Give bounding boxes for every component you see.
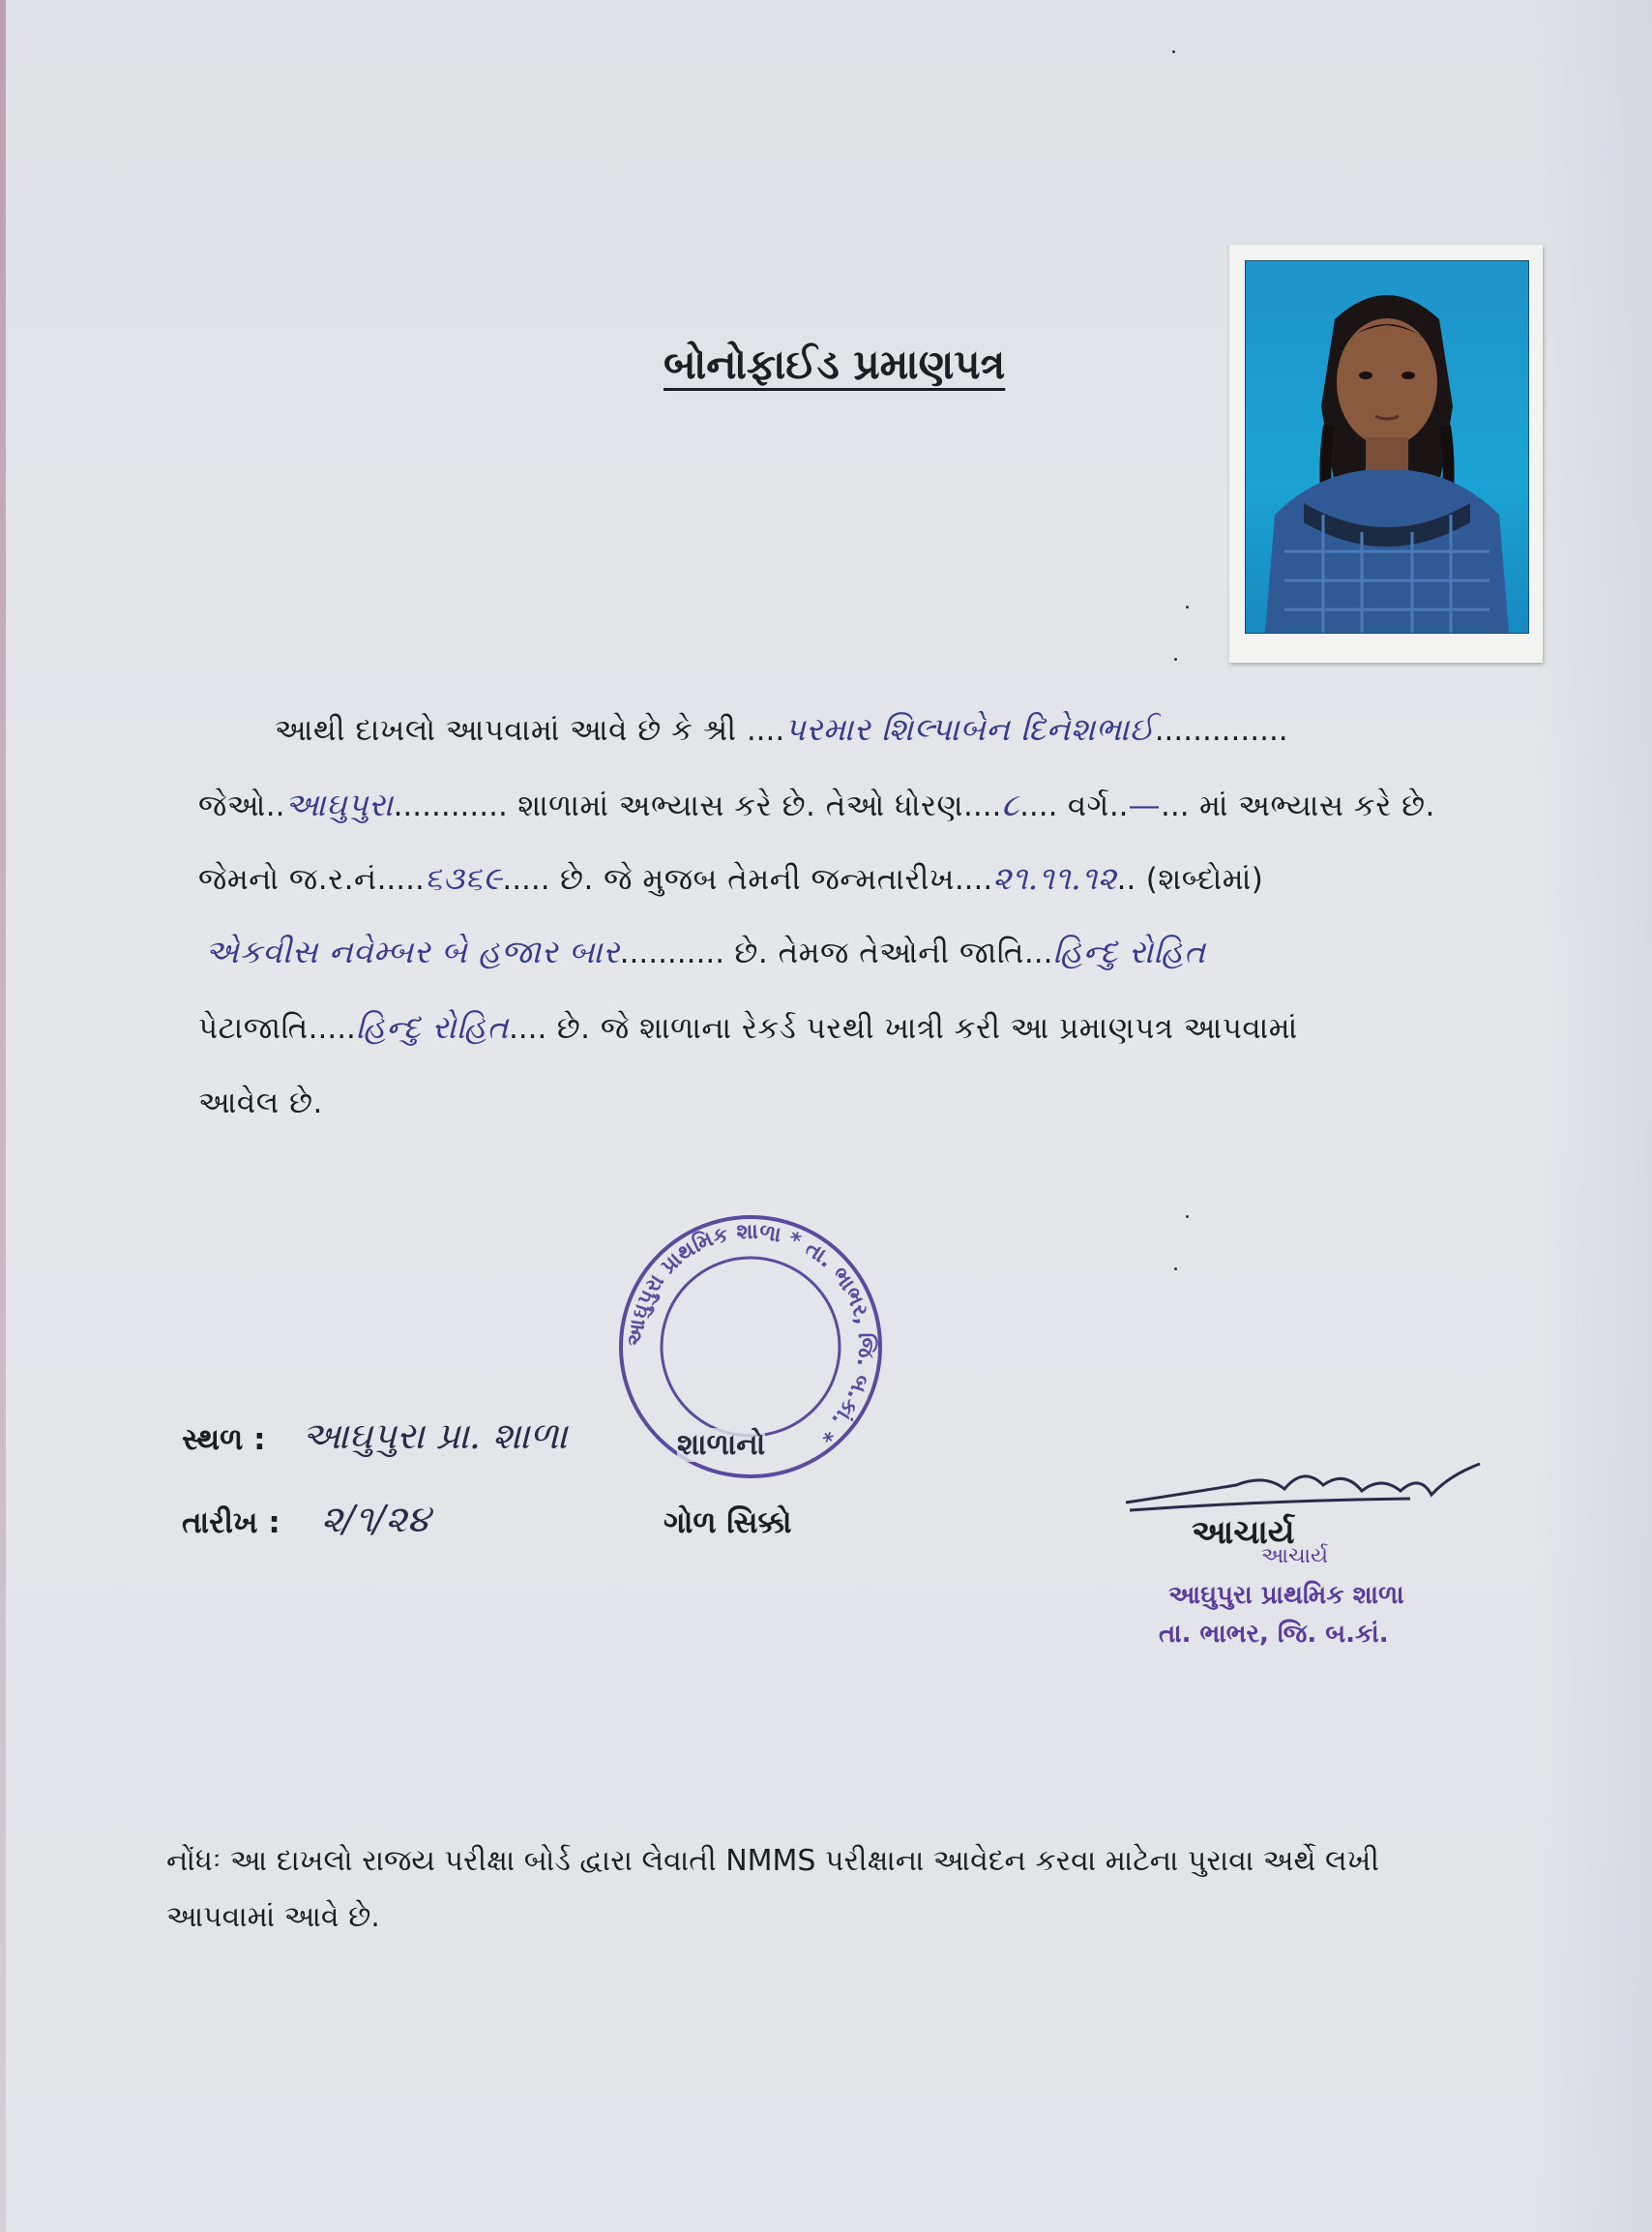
line2-mid: શાળામાં અભ્યાસ કરે છે. તેઓ ધોરણ [517,789,963,823]
dots: .... [1019,789,1058,823]
certificate-line-3 [198,859,1263,898]
paper-speck [1172,50,1175,53]
certificate-line-4 [205,933,1205,971]
dots: ........... [619,936,725,970]
note-line-1: નોંધઃ આ દાખલો રાજય પરીક્ષા બોર્ડ દ્વારા લેવાતી NMMS પરીક્ષાના આવેદન કરવા માટેના પુરાવા અર્થે લખી [166,1844,1379,1878]
dots: ... [1161,789,1190,823]
paper-speck [1186,1215,1189,1218]
note-text [166,1833,1379,1946]
stamp-outer-text: આઘુપુરા પ્રાથમિક શાળા * તા. ભાભર, જિ. બ.કાં. * [623,1219,878,1447]
birth-date-value: ૨૧.૧૧.૧૨ [992,859,1117,897]
dots: ............ [393,789,508,823]
seal-title: આચાર્ય [1261,1544,1328,1568]
dots: ..... [308,1011,356,1046]
dots: .. [1108,789,1129,823]
certificate-line-1 [275,710,1288,749]
dots: ... [1023,936,1053,970]
paper-speck [1174,658,1177,661]
student-name-value: પરમાર શિલ્પાબેન દિનેશભાઈ [784,710,1155,748]
certificate-line-2 [198,786,1435,824]
line3-suffix: (શબ્દોમાં) [1145,862,1264,897]
paper-speck [1174,1267,1177,1270]
seal-school: આઘુપુરા પ્રાથમિક શાળા [1168,1581,1404,1610]
dots: .... [508,1011,547,1046]
certificate-line-6: આવેલ છે. [198,1086,323,1120]
student-photo [1245,260,1529,634]
dots: .... [963,789,1002,823]
paper-right-shadow [1536,0,1652,2232]
dots: ..... [502,862,550,897]
date-value: ૨/૧/૨૪ [321,1498,430,1540]
dots: .... [954,862,993,897]
principal-signature [1120,1456,1488,1533]
page-title: બોનોફાઈડ પ્રમાણપત્ર [664,341,1006,388]
dots: .... [746,713,785,748]
line3-mid: છે. જે મુજબ તેમની જન્મતારીખ [559,862,955,897]
line1-prefix: આથી દાખલો આપવામાં આવે છે કે શ્રી [275,713,737,748]
date-label: તારીખ : [182,1505,280,1540]
student-photo-frame [1229,245,1543,663]
stamp-inner-ring [662,1258,840,1436]
stamp-inner-text: શાળાનો [677,1428,766,1462]
dots: .. [265,789,285,823]
line5-prefix: પેટાજાતિ [198,1011,309,1046]
line5-suffix: છે. જે શાળાના રેકર્ડ પરથી ખાત્રી કરી આ પ્રમાણપત્ર આપવામાં [556,1011,1298,1046]
line2-prefix: જેઓ [198,789,266,823]
certificate-line-5 [198,1008,1298,1047]
dots: ..... [376,862,425,897]
line4-mid: છે. તેમજ તેઓની જાતિ [734,936,1024,970]
place-label: સ્થળ : [182,1422,266,1457]
standard-value: ૮ [1001,786,1020,823]
place-value: આઘુપુરા પ્રા. શાળા [302,1414,568,1457]
line3-prefix: જેમનો જ.ર.નં [198,862,377,897]
division-value: — [1128,786,1162,823]
caste-value: હિન્દુ રોહિત [1052,933,1206,970]
student-portrait-illustration [1246,261,1528,633]
birth-date-words-value: એકવીસ નવેમ્બર બે હજાર બાર [205,933,620,970]
paper-left-edge [0,0,6,2232]
round-stamp-label: ગોળ સિક્કો [664,1505,792,1540]
school-name-value: આઘુપુરા [284,786,394,823]
class-label: વર્ગ [1067,789,1109,823]
line2-suffix: માં અભ્યાસ કરે છે. [1198,789,1435,823]
dots: .............. [1154,713,1288,748]
register-number-value: ૬૩૬૯ [424,859,503,897]
principal-title: આચાર્ય [1192,1513,1295,1552]
note-line-2: આપવામાં આવે છે. [166,1900,380,1934]
seal-address: તા. ભાભર, જિ. બ.કાં. [1159,1620,1389,1649]
sub-caste-value: હિન્દુ રોહિત [355,1008,509,1046]
dots: .. [1116,862,1136,897]
paper-speck [1186,606,1189,609]
